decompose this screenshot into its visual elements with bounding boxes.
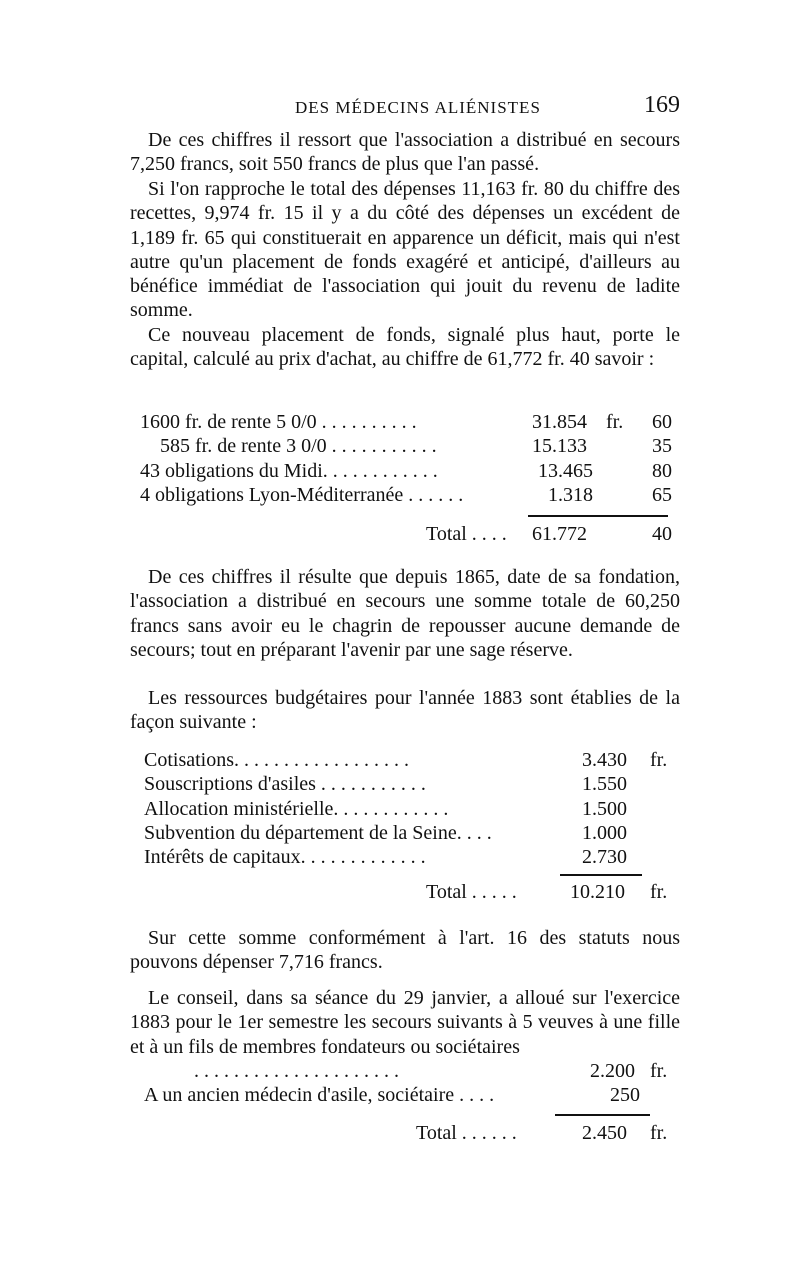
capital-total-label: Total . . . . bbox=[426, 523, 507, 545]
paragraph-budget-intro: Les ressources budgétaires pour l'année 1883 sont établies de la façon suivante : bbox=[130, 687, 680, 734]
budget-row-amount: 1.000 bbox=[582, 821, 627, 844]
budget-row-amount: 3.430 bbox=[582, 749, 627, 771]
paragraph-capital: Ce nouveau placement de fonds, signalé plus haut, porte le capital, calculé au prix d'achat, au chiffre de 61,772 fr. 40 savoir : bbox=[130, 324, 680, 371]
capital-total-amount: 61.772 bbox=[532, 523, 587, 545]
paragraph-deficit: Si l'on rapproche le total des dépenses 11,163 fr. 80 du chiffre des recettes, 9,974 fr. 15 il y a du côté des dépenses un excédent de 1,189 fr. 65 qui constituerait en apparence un déficit, mais qui n'est autre qu'un placement de fonds exagéré et anticipé, d'ailleurs au bénéfice immédiat de l'association qui jouit du revenu de ladite somme. bbox=[130, 178, 680, 322]
relief-total-row bbox=[130, 1121, 680, 1145]
budget-row bbox=[130, 821, 680, 845]
budget-total-row bbox=[130, 880, 680, 904]
capital-row bbox=[130, 483, 680, 507]
relief-row-label: A un ancien médecin d'asile, sociétaire . . . . bbox=[144, 1084, 495, 1107]
budget-table bbox=[130, 748, 680, 869]
capital-row-cents: 65 bbox=[652, 483, 672, 506]
capital-total-cents: 40 bbox=[652, 523, 672, 545]
budget-row-label: Allocation ministérielle. . . . . . . . . . . . bbox=[144, 797, 449, 820]
budget-row-amount: 1.550 bbox=[582, 773, 627, 796]
budget-row-amount: 2.730 bbox=[582, 846, 627, 869]
budget-total-unit: fr. bbox=[650, 881, 668, 903]
budget-row-label: Intérêts de capitaux. . . . . . . . . . . . . bbox=[144, 846, 426, 869]
budget-row-unit: fr. bbox=[650, 749, 668, 771]
budget-row bbox=[130, 772, 680, 796]
capital-row-amount: 15.133 bbox=[532, 435, 587, 458]
capital-total-rule bbox=[528, 515, 668, 517]
relief-total-label: Total . . . . . . bbox=[416, 1122, 517, 1144]
page-header bbox=[130, 92, 680, 122]
budget-row bbox=[130, 845, 680, 869]
capital-row bbox=[130, 410, 680, 434]
capital-row-amount: 1.318 bbox=[548, 483, 593, 506]
paragraph-since-1865: De ces chiffres il résulte que depuis 1865, date de sa fondation, l'association a distribué en secours une somme totale de 60,250 francs sans avoir eu le chagrin de repousser aucune demande de secours; tout en préparant l'avenir par une sage réserve. bbox=[130, 566, 680, 661]
capital-total-row bbox=[130, 522, 680, 546]
running-head: DES MÉDECINS ALIÉNISTES bbox=[295, 98, 541, 117]
capital-row-cents: 60 bbox=[652, 411, 672, 433]
budget-total-amount: 10.210 bbox=[570, 881, 625, 903]
paragraph-conseil: Le conseil, dans sa séance du 29 janvier, a alloué sur l'exercice 1883 pour le 1er semestre les secours suivants à 5 veuves à une fille et à un fils de membres fondateurs ou sociétaires bbox=[130, 987, 680, 1058]
capital-row-unit: fr. bbox=[606, 411, 624, 433]
relief-total-rule bbox=[555, 1114, 650, 1116]
relief-total-amount: 2.450 bbox=[582, 1122, 627, 1144]
relief-row-unit: fr. bbox=[650, 1060, 668, 1082]
capital-row bbox=[130, 459, 680, 483]
paragraph-secours: De ces chiffres il ressort que l'association a distribué en secours 7,250 francs, soit 550 francs de plus que l'an passé. bbox=[130, 129, 680, 176]
capital-table bbox=[130, 410, 680, 507]
capital-row-amount: 31.854 bbox=[532, 411, 587, 433]
budget-row-amount: 1.500 bbox=[582, 797, 627, 820]
budget-row-label: Subvention du département de la Seine. . . . bbox=[144, 821, 492, 844]
capital-row-label: 4 obligations Lyon-Méditerranée . . . . . . bbox=[140, 483, 464, 506]
capital-row-amount: 13.465 bbox=[538, 459, 593, 482]
paragraph-art-16: Sur cette somme conformément à l'art. 16 des statuts nous pouvons dépenser 7,716 francs. bbox=[130, 927, 680, 974]
capital-row-label: 1600 fr. de rente 5 0/0 . . . . . . . . . . bbox=[140, 411, 417, 433]
capital-row bbox=[130, 434, 680, 458]
budget-row bbox=[130, 748, 680, 772]
relief-table bbox=[130, 1059, 680, 1108]
budget-total-label: Total . . . . . bbox=[426, 881, 517, 903]
budget-row-label: Souscriptions d'asiles . . . . . . . . . . . bbox=[144, 773, 426, 796]
capital-row-label: 43 obligations du Midi. . . . . . . . . . . . bbox=[140, 459, 438, 482]
relief-row-label: . . . . . . . . . . . . . . . . . . . . . bbox=[194, 1060, 399, 1082]
relief-row bbox=[130, 1059, 680, 1083]
budget-total-rule bbox=[560, 874, 642, 876]
relief-row bbox=[130, 1083, 680, 1107]
relief-row-amount: 2.200 bbox=[590, 1060, 635, 1082]
relief-total-unit: fr. bbox=[650, 1122, 668, 1144]
capital-row-label: 585 fr. de rente 3 0/0 . . . . . . . . . . . bbox=[160, 435, 437, 458]
capital-row-cents: 80 bbox=[652, 459, 672, 482]
page-number: 169 bbox=[644, 92, 680, 118]
capital-row-cents: 35 bbox=[652, 435, 672, 458]
budget-row bbox=[130, 797, 680, 821]
relief-row-amount: 250 bbox=[610, 1084, 640, 1107]
budget-row-label: Cotisations. . . . . . . . . . . . . . . . . . bbox=[144, 749, 410, 771]
